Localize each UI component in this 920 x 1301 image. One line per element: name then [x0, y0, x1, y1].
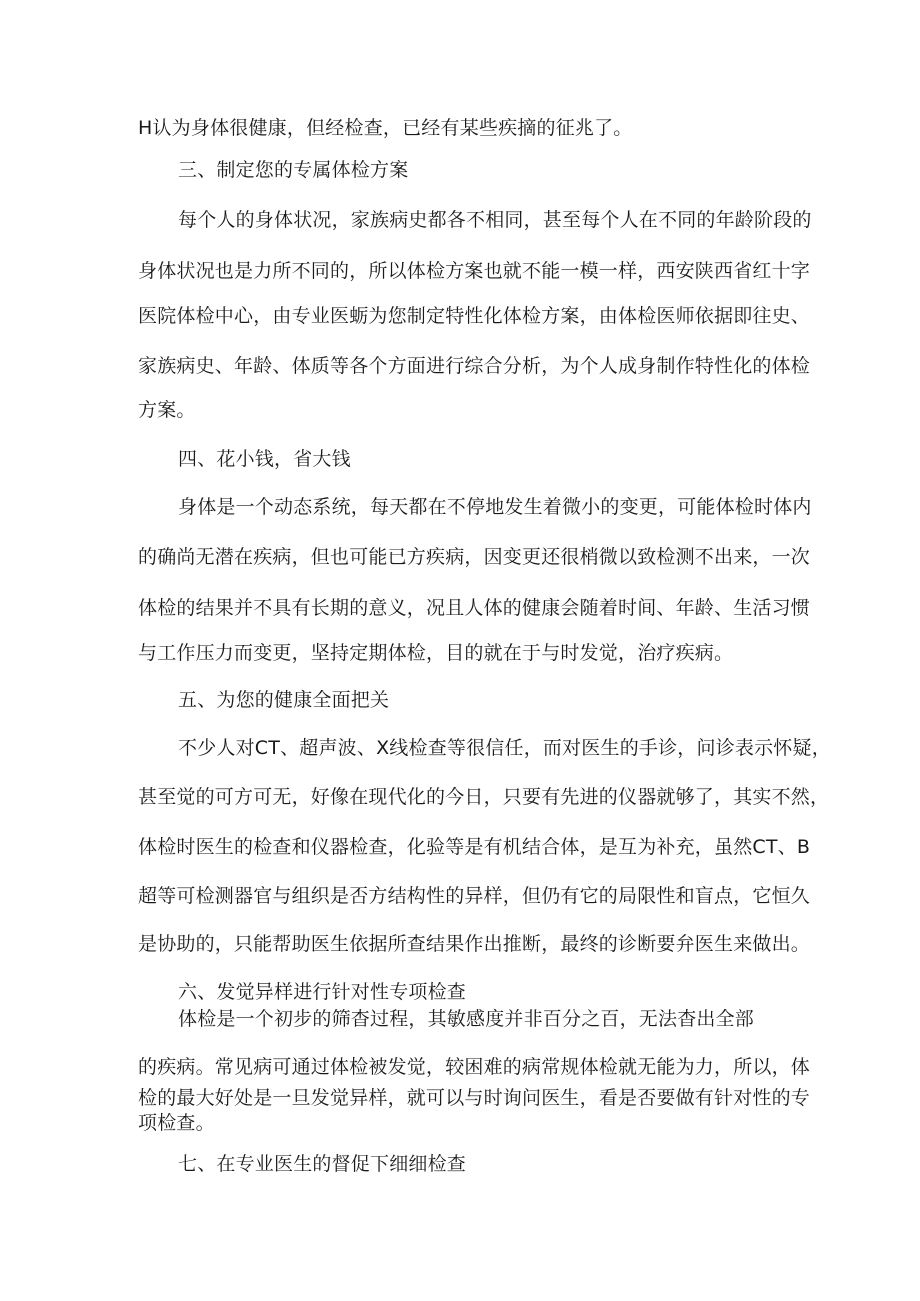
text-line: 家族病史、年龄、体质等各个方面进行综合分析，为个人成身制作特性化的体检 [138, 355, 811, 377]
section-heading-7: 七、在专业医生的督促下细细检查 [178, 1153, 467, 1175]
section-heading-6: 六、发觉异样进行针对性专项检查 [178, 981, 467, 1003]
text-line: 方案。 [138, 399, 196, 421]
text-line: 是协助的，只能帮助医生依据所查结果作出推断，最终的诊断要弁医生来做出。 [138, 933, 811, 955]
text-line: 医院体检中心，由专业医蛎为您制定特性化体检方案，由体检医师依据即往史、 [138, 305, 811, 327]
text-line: 与工作压力而变更，坚持定期体检，目的就在于与时发觉，治疗疾病。 [138, 642, 734, 664]
text-line: 甚至觉的可方可无，好像在现代化的今日，只要有先进的仪器就够了，其实不然， [138, 786, 830, 808]
text-line: 的疾病。常见病可通过体检被发觉，较困难的病常规体检就无能为力，所以，体 [138, 1056, 811, 1078]
text-line: 体检是一个初步的筛杳过程，其敏感度并非百分之百，无法杳出全部 [178, 1008, 755, 1030]
text-line: 项检查。 [138, 1112, 215, 1134]
text-line: 体检时医生的检查和仪器检查，化验等是有机结合体，是互为补充，虽然CT、B [138, 836, 811, 858]
text-line: 身体是一个动态系统，每天都在不停地发生着微小的变更，可能体检时体内 [178, 496, 812, 518]
text-line: 体检的结果并不具有长期的意义，况且人体的健康会随着时间、年龄、生活习惯 [138, 597, 811, 619]
section-heading-3: 三、制定您的专属体检方案 [178, 159, 409, 181]
text-line: 身体状况也是力所不同的，所以体检方案也就不能一模一样，西安陕西省红十字 [138, 260, 811, 282]
text-line: 的确尚无潜在疾病，但也可能已方疾病，因变更还很梢微以致检测不出来，一次 [138, 546, 811, 568]
section-heading-5: 五、为您的健康全面把关 [178, 689, 390, 711]
section-heading-4: 四、花小钱，省大钱 [178, 448, 351, 470]
text-line: 不少人对CT、超声波、X线检查等很信任，而对医生的手诊，问诊表示怀疑， [178, 737, 831, 759]
text-line: 检的最大好处是一旦发觉异样，就可以与时询问医生，看是否要做有针对性的专 [138, 1087, 811, 1109]
text-line: 超等可检测器官与组织是否方结构性的异样，但仍有它的局限性和盲点，它恒久 [138, 885, 811, 907]
text-line: 每个人的身体状况，家族病史都各不相同，甚至每个人在不同的年龄阶段的 [178, 209, 812, 231]
text-line: H认为身体很健康，但经检查，已经有某些疾摘的征兆了。 [138, 117, 633, 139]
